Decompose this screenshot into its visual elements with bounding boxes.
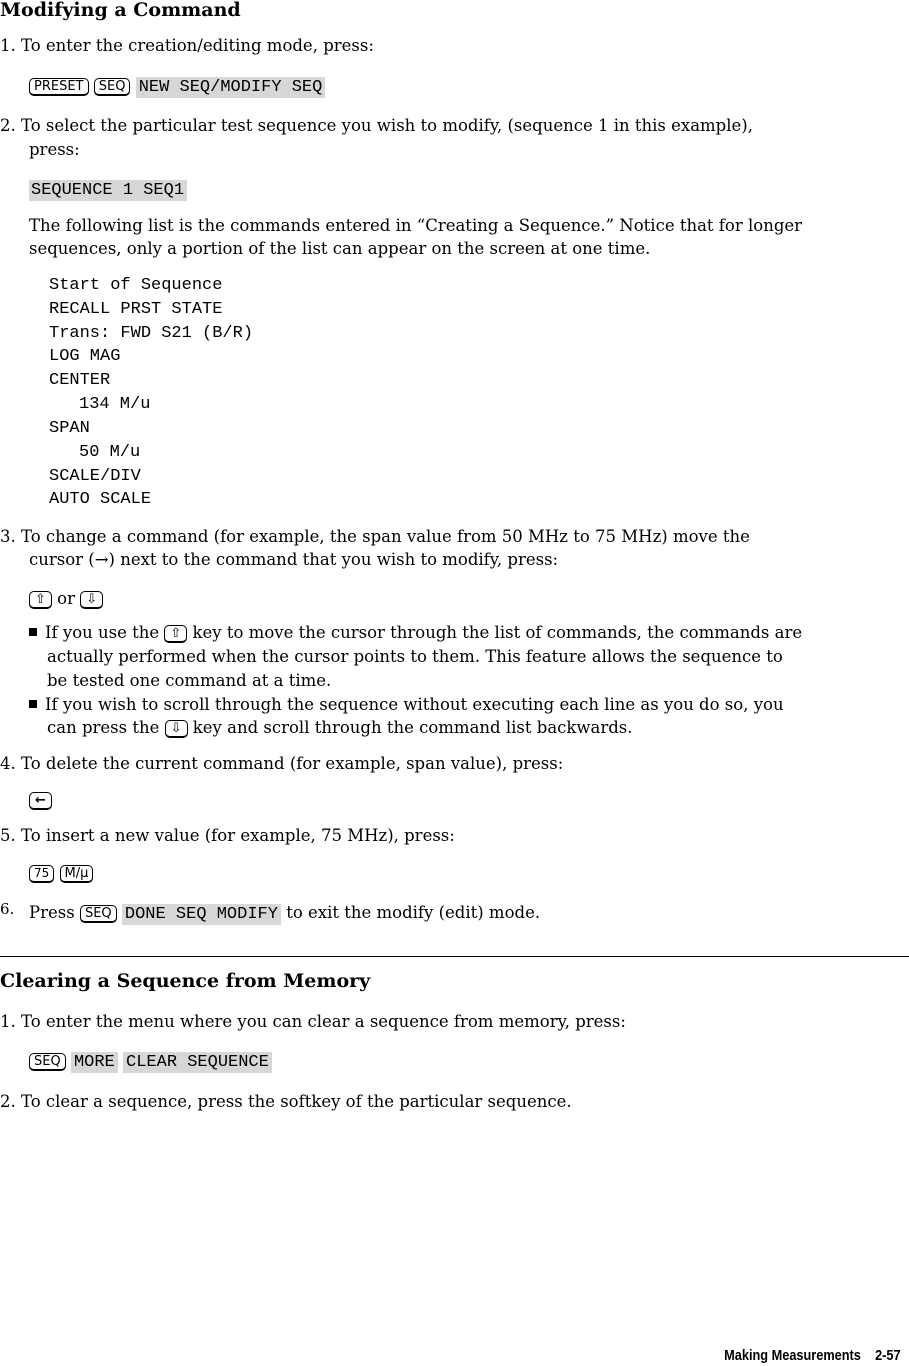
step-text: To change a command (for example, the span value from 50 MHz to 75 MHz) move the <box>21 527 750 546</box>
step-text: cursor (→) next to the command that you wish to modify, press: <box>29 550 559 569</box>
bullet-text: If you use the <box>45 623 160 642</box>
up-arrow-key[interactable]: ⇧ <box>164 625 187 643</box>
paragraph-line: The following list is the commands entered in “Creating a Sequence.” Notice that for longer <box>29 216 803 235</box>
backspace-key[interactable]: ← <box>29 792 52 810</box>
mega-micro-key[interactable]: M/μ <box>60 865 94 883</box>
step-text: To enter the creation/editing mode, press: <box>21 36 374 55</box>
section-divider <box>0 956 909 957</box>
step-text: To insert a new value (for example, 75 MHz), press: <box>21 826 455 845</box>
key-sequence <box>29 588 103 610</box>
key-sequence <box>29 789 52 811</box>
list-item: SCALE/DIV <box>49 467 141 486</box>
step-3 <box>0 526 750 548</box>
bullet-text: can press the <box>47 718 160 737</box>
down-arrow-key[interactable]: ⇩ <box>165 720 188 738</box>
down-arrow-key[interactable]: ⇩ <box>80 591 103 609</box>
seq-key[interactable]: SEQ <box>94 78 131 96</box>
key-75[interactable]: 75 <box>29 865 54 883</box>
key-sequence <box>29 75 325 99</box>
bullet-2 <box>29 694 784 716</box>
page-number: 2-57 <box>875 1347 901 1364</box>
step-1 <box>0 35 374 57</box>
bullet-icon <box>29 700 37 708</box>
step-text: To delete the current command (for example, span value), press: <box>21 754 564 773</box>
step-number: 5. <box>0 826 16 845</box>
seq-key[interactable]: SEQ <box>29 1053 66 1071</box>
list-item: RECALL PRST STATE <box>49 300 223 319</box>
softkey-sequence-1[interactable]: SEQUENCE 1 SEQ1 <box>29 180 187 201</box>
list-item: Trans: FWD S21 (B/R) <box>49 324 254 343</box>
step-number: 2. <box>0 116 16 135</box>
bullet-text: actually performed when the cursor points to them. This feature allows the sequence to <box>47 647 783 666</box>
bullet-text: be tested one command at a time. <box>47 671 332 690</box>
list-item: 50 M/u <box>79 443 141 462</box>
key-sequence <box>29 1050 272 1074</box>
bullet-icon <box>29 628 37 636</box>
preset-key[interactable]: PRESET <box>29 78 89 96</box>
step-4 <box>0 753 563 775</box>
step-text: press: <box>29 140 80 159</box>
list-item: CENTER <box>49 371 111 390</box>
key-sequence <box>29 178 187 202</box>
softkey-new-seq-modify[interactable]: NEW SEQ/MODIFY SEQ <box>136 77 326 98</box>
key-sequence <box>29 862 93 884</box>
step-text: Press <box>29 903 75 922</box>
list-item: 134 M/u <box>79 395 151 414</box>
list-item: AUTO SCALE <box>49 490 152 509</box>
step-number: 6. <box>0 900 15 918</box>
step-number: 1. <box>0 36 16 55</box>
step-2 <box>0 1091 572 1113</box>
softkey-done-seq-modify[interactable]: DONE SEQ MODIFY <box>122 904 281 925</box>
step-text: to exit the modify (edit) mode. <box>286 903 541 922</box>
step-text: To select the particular test sequence you wish to modify, (sequence 1 in this example), <box>21 116 753 135</box>
step-2 <box>0 115 753 137</box>
seq-key[interactable]: SEQ <box>80 905 117 923</box>
bullet-1 <box>29 622 802 644</box>
step-number: 4. <box>0 754 16 773</box>
list-item: SPAN <box>49 419 90 438</box>
paragraph-line: sequences, only a portion of the list can appear on the screen at one time. <box>29 239 651 258</box>
bullet-text-line <box>47 717 633 739</box>
list-item: Start of Sequence <box>49 276 223 295</box>
section-title: Clearing a Sequence from Memory <box>0 970 371 992</box>
page-footer <box>725 1345 901 1366</box>
step-text: To enter the menu where you can clear a sequence from memory, press: <box>21 1012 626 1031</box>
list-item: LOG MAG <box>49 347 121 366</box>
step-1 <box>0 1011 626 1033</box>
step-number: 1. <box>0 1012 16 1031</box>
or-text: or <box>57 589 75 608</box>
bullet-text: If you wish to scroll through the sequence without executing each line as you do so, you <box>45 695 784 714</box>
up-arrow-key[interactable]: ⇧ <box>29 591 52 609</box>
softkey-clear-sequence[interactable]: CLEAR SEQUENCE <box>123 1052 272 1073</box>
softkey-more[interactable]: MORE <box>71 1052 118 1073</box>
section-title: Modifying a Command <box>0 0 241 21</box>
step-number: 2. <box>0 1092 16 1111</box>
footer-chapter: Making Measurements <box>724 1347 862 1364</box>
step-number: 3. <box>0 527 16 546</box>
step-text: To clear a sequence, press the softkey of the particular sequence. <box>21 1092 572 1111</box>
step-5 <box>0 825 455 847</box>
step-6 <box>29 902 540 926</box>
bullet-text: key to move the cursor through the list of commands, the commands are <box>192 623 803 642</box>
bullet-text: key and scroll through the command list backwards. <box>192 718 633 737</box>
